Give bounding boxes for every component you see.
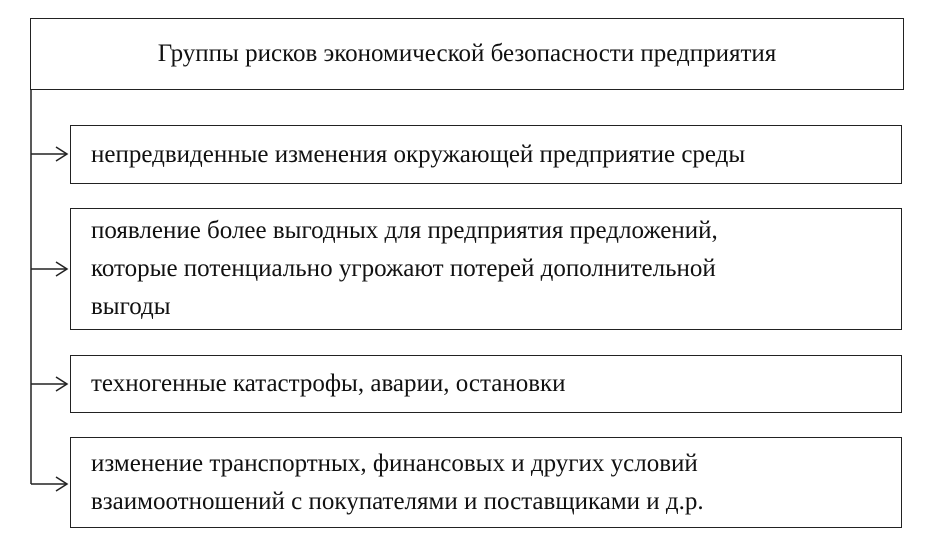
diagram-title: Группы рисков экономической безопасности предприятия xyxy=(157,40,777,67)
risk-group-box-profitable-offers xyxy=(70,208,902,330)
risk-group-text: появление более выгодных для предприятия предложений, которые потенциально угрожают потерей дополнительной выгоды xyxy=(91,217,718,320)
risk-group-box-relationship-conditions xyxy=(70,437,902,528)
risk-group-text: непредвиденные изменения окружающей предприятие среды xyxy=(91,140,746,168)
arrowhead-3 xyxy=(56,477,67,491)
risk-group-text: изменение транспортных, финансовых и других условий взаимоотношений с покупателями и поставщиками и д.р. xyxy=(91,449,704,515)
arrowhead-2 xyxy=(56,377,67,391)
risk-groups-title-box xyxy=(30,18,904,90)
risk-group-box-unforeseen-changes xyxy=(70,125,902,184)
arrowhead-0 xyxy=(56,147,67,161)
arrowhead-1 xyxy=(56,262,67,276)
risk-group-box-technogenic-disasters xyxy=(70,355,902,413)
risk-group-text: техногенные катастрофы, аварии, остановки xyxy=(91,370,566,397)
